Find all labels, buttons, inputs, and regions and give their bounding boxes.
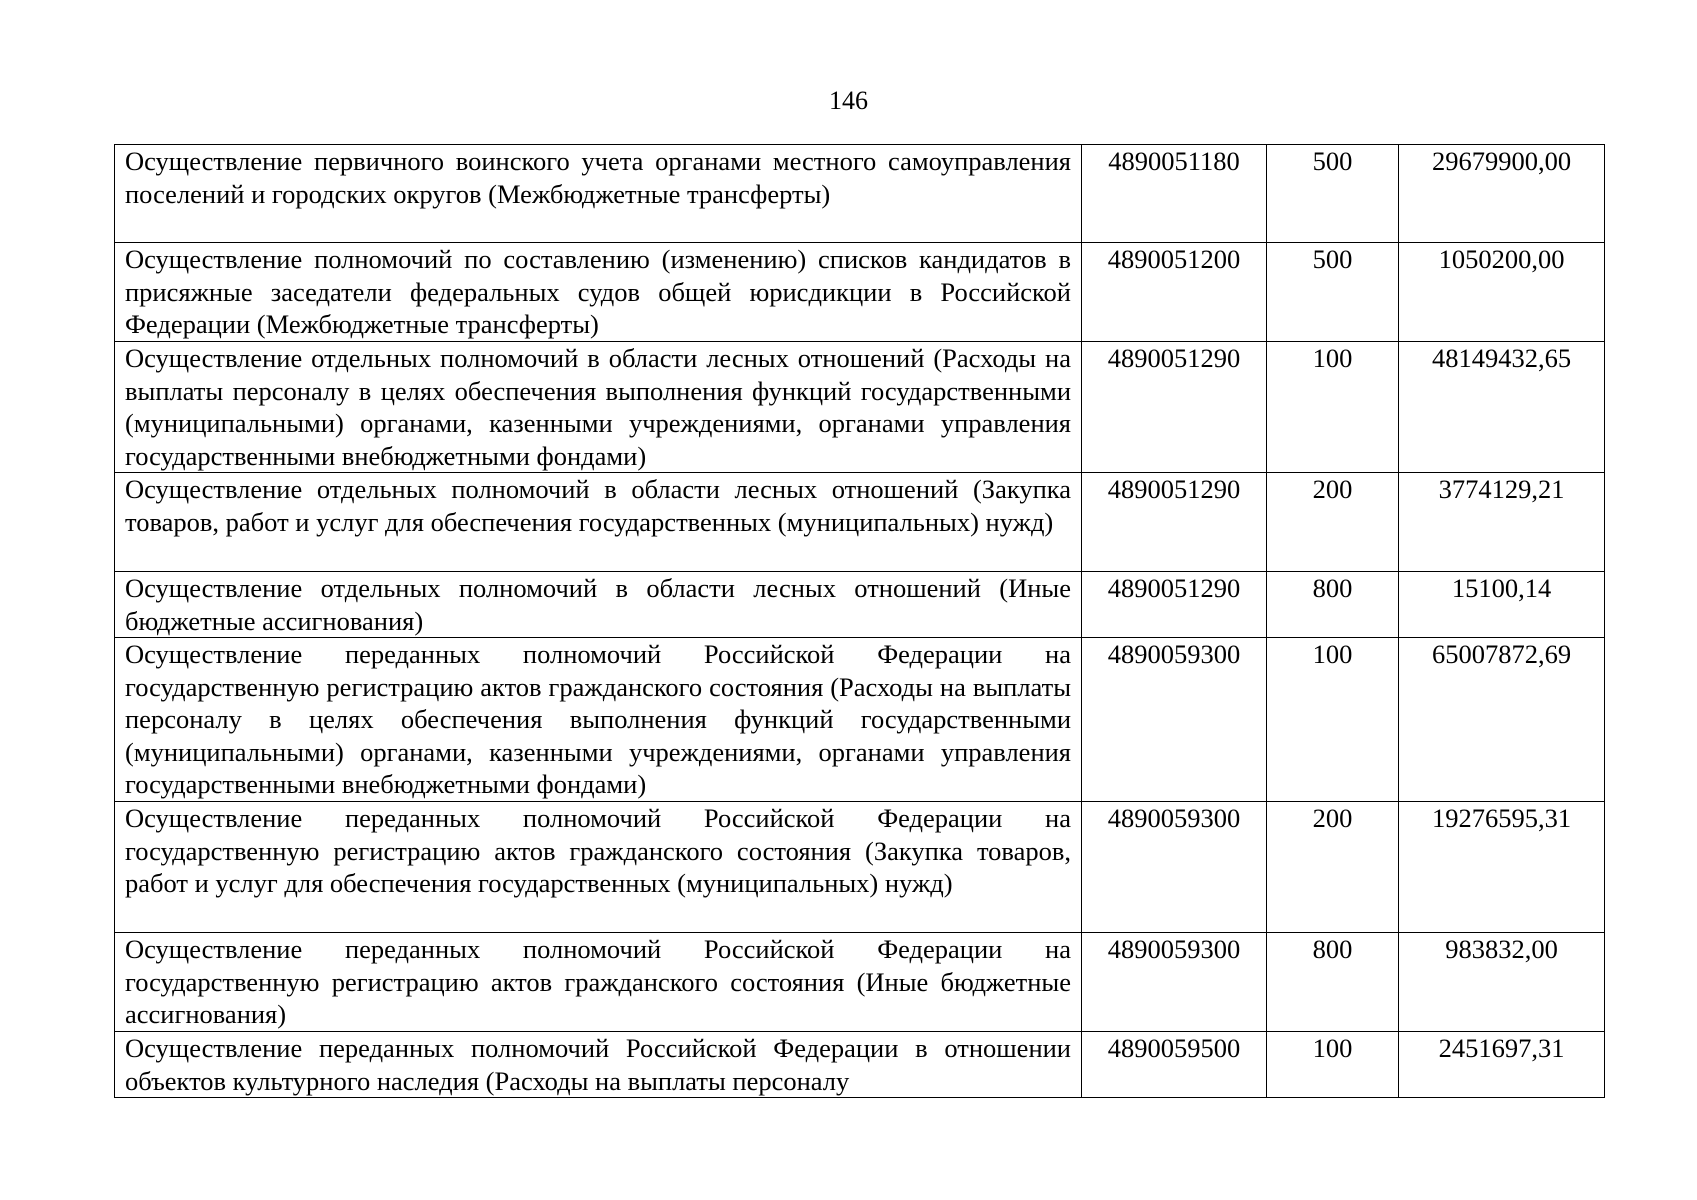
row-amount: 1050200,00 — [1399, 243, 1605, 342]
row-amount: 48149432,65 — [1399, 342, 1605, 473]
table-row — [115, 342, 1605, 473]
row-description: Осуществление полномочий по составлению (изменению) списков кандидатов в присяжные заседатели федеральных судов общей юрисдикции в Российской Федерации (Межбюджетные трансферты) — [115, 243, 1082, 342]
row-description: Осуществление переданных полномочий Российской Федерации в отношении объектов культурного наследия (Расходы на выплаты персоналу — [115, 1032, 1082, 1098]
table-row — [115, 802, 1605, 933]
row-amount: 65007872,69 — [1399, 638, 1605, 802]
table-row — [115, 243, 1605, 342]
row-description: Осуществление отдельных полномочий в области лесных отношений (Закупка товаров, работ и услуг для обеспечения государственных (муниципальных) нужд) — [115, 473, 1082, 572]
row-code: 4890059300 — [1082, 638, 1267, 802]
table-row — [115, 638, 1605, 802]
table-row — [115, 572, 1605, 638]
row-description: Осуществление переданных полномочий Российской Федерации на государственную регистрацию актов гражданского состояния (Иные бюджетные ассигнования) — [115, 933, 1082, 1032]
table-row — [115, 473, 1605, 572]
row-expense-type: 200 — [1267, 473, 1399, 572]
row-code: 4890051290 — [1082, 473, 1267, 572]
row-code: 4890051180 — [1082, 145, 1267, 243]
row-expense-type: 100 — [1267, 342, 1399, 473]
row-code: 4890051290 — [1082, 572, 1267, 638]
row-expense-type: 800 — [1267, 572, 1399, 638]
row-code: 4890051200 — [1082, 243, 1267, 342]
row-code: 4890059300 — [1082, 933, 1267, 1032]
table-row — [115, 933, 1605, 1032]
row-description: Осуществление отдельных полномочий в области лесных отношений (Расходы на выплаты персоналу в целях обеспечения выполнения функций государственными (муниципальными) органами, казенными учреждениями, органами управления государственными внебюджетными фондами) — [115, 342, 1082, 473]
row-description: Осуществление отдельных полномочий в области лесных отношений (Иные бюджетные ассигнования) — [115, 572, 1082, 638]
row-amount: 2451697,31 — [1399, 1032, 1605, 1098]
row-expense-type: 200 — [1267, 802, 1399, 933]
row-amount: 19276595,31 — [1399, 802, 1605, 933]
row-description: Осуществление переданных полномочий Российской Федерации на государственную регистрацию актов гражданского состояния (Расходы на выплаты персоналу в целях обеспечения выполнения функций государственными (муниципальными) органами, казенными учреждениями, органами управления государственными внебюджетными фондами) — [115, 638, 1082, 802]
row-expense-type: 500 — [1267, 243, 1399, 342]
row-expense-type: 100 — [1267, 1032, 1399, 1098]
row-description: Осуществление первичного воинского учета органами местного самоуправления поселений и городских округов (Межбюджетные трансферты) — [115, 145, 1082, 243]
budget-table — [114, 144, 1605, 1098]
row-expense-type: 800 — [1267, 933, 1399, 1032]
row-expense-type: 100 — [1267, 638, 1399, 802]
row-code: 4890059300 — [1082, 802, 1267, 933]
table-row — [115, 145, 1605, 243]
row-amount: 15100,14 — [1399, 572, 1605, 638]
row-description: Осуществление переданных полномочий Российской Федерации на государственную регистрацию актов гражданского состояния (Закупка товаров, работ и услуг для обеспечения государственных (муниципальных) нужд) — [115, 802, 1082, 933]
row-amount: 3774129,21 — [1399, 473, 1605, 572]
row-amount: 29679900,00 — [1399, 145, 1605, 243]
row-amount: 983832,00 — [1399, 933, 1605, 1032]
row-code: 4890059500 — [1082, 1032, 1267, 1098]
page-number: 146 — [829, 86, 868, 115]
table-row — [115, 1032, 1605, 1098]
row-code: 4890051290 — [1082, 342, 1267, 473]
row-expense-type: 500 — [1267, 145, 1399, 243]
